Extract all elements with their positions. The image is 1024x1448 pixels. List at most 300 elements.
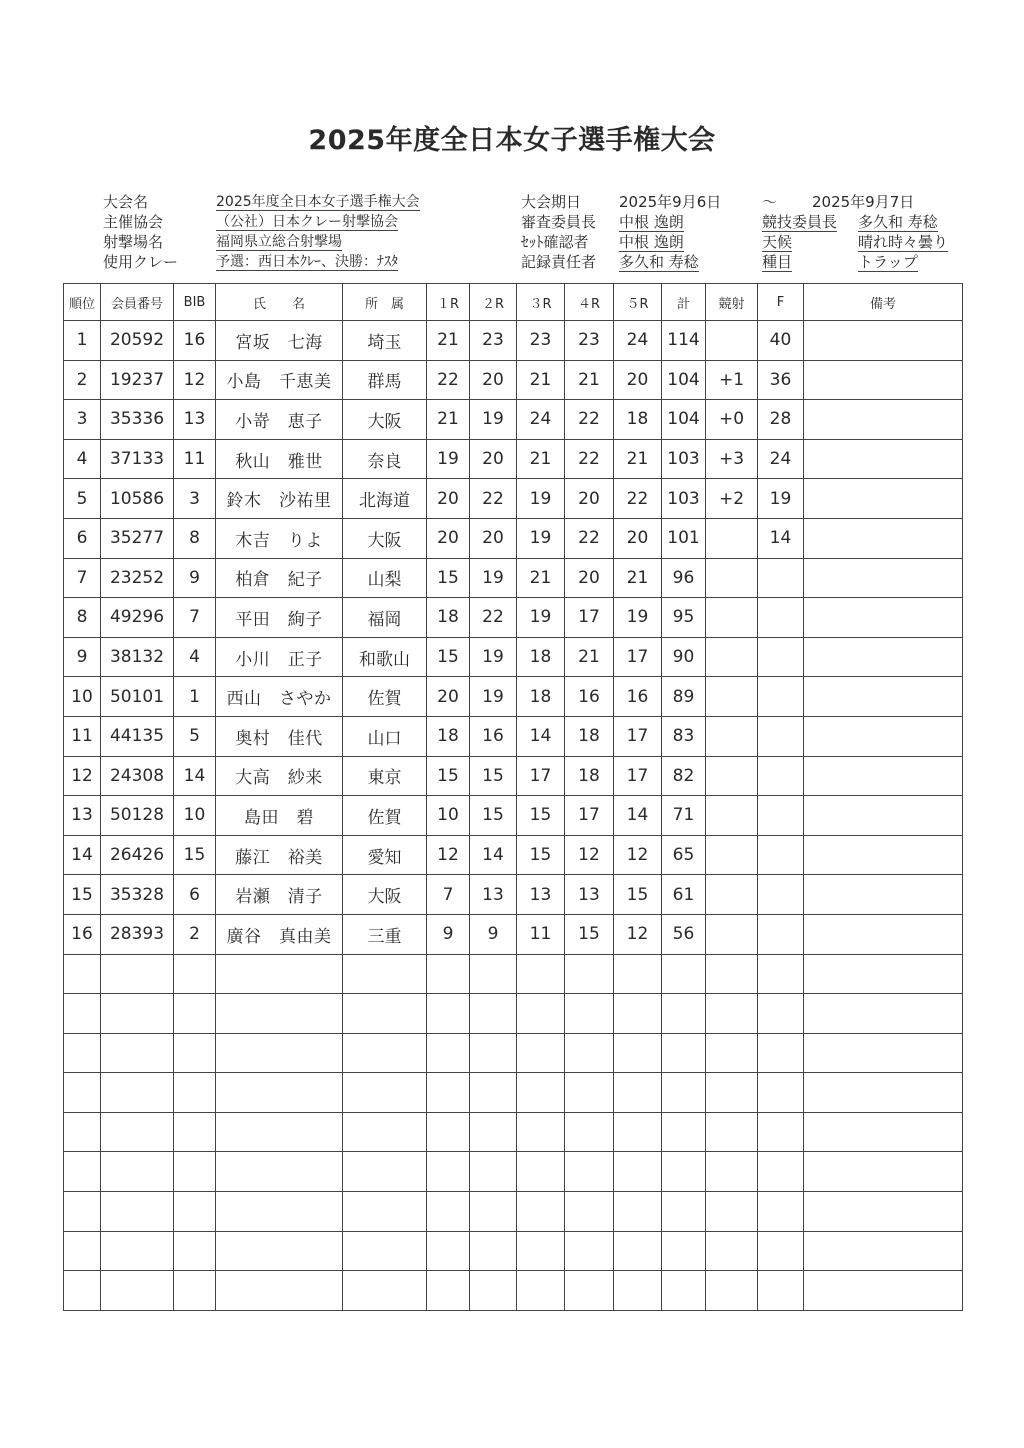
r3-cell: 23 [517, 321, 565, 361]
empty-cell [662, 1231, 706, 1271]
rank-cell: 11 [64, 716, 101, 756]
empty-cell [470, 994, 517, 1034]
r1-cell: 22 [427, 360, 470, 400]
name-cell: 藤江 裕美 [216, 835, 343, 875]
r4-cell: 20 [565, 558, 614, 598]
final-cell: 28 [758, 400, 804, 440]
table-row [64, 835, 963, 875]
set-value: 中根 逸朗 [619, 233, 684, 251]
note-cell [804, 914, 963, 954]
bib-cell: 8 [174, 518, 216, 558]
bib-cell: 13 [174, 400, 216, 440]
r4-cell: 21 [565, 360, 614, 400]
empty-cell [216, 1033, 343, 1073]
bib-cell: 4 [174, 637, 216, 677]
empty-cell [614, 1231, 662, 1271]
empty-row [64, 1033, 963, 1073]
bib-cell: 14 [174, 756, 216, 796]
results-body [64, 321, 963, 1311]
r4-cell: 22 [565, 400, 614, 440]
r2-cell: 13 [470, 875, 517, 915]
r5-cell: 22 [614, 479, 662, 519]
r1-cell: 15 [427, 637, 470, 677]
empty-cell [517, 1271, 565, 1311]
empty-cell [101, 1112, 174, 1152]
empty-cell [804, 1073, 963, 1113]
name-cell: 秋山 雅世 [216, 439, 343, 479]
empty-cell [174, 1271, 216, 1311]
r2-cell: 19 [470, 637, 517, 677]
empty-cell [706, 994, 758, 1034]
member-id-cell: 35277 [101, 518, 174, 558]
empty-cell [216, 954, 343, 994]
col-note: 備考 [804, 284, 963, 321]
empty-cell [101, 1073, 174, 1113]
r5-cell: 24 [614, 321, 662, 361]
table-row [64, 716, 963, 756]
empty-cell [517, 994, 565, 1034]
total-cell: 56 [662, 914, 706, 954]
kikan-end: 2025年9月7日 [812, 193, 915, 211]
empty-cell [706, 1073, 758, 1113]
empty-cell [216, 1231, 343, 1271]
empty-cell [101, 1231, 174, 1271]
empty-cell [706, 1271, 758, 1311]
r2-cell: 19 [470, 558, 517, 598]
empty-cell [662, 1152, 706, 1192]
info-values-mid [619, 192, 721, 272]
final-cell: 14 [758, 518, 804, 558]
note-cell [804, 677, 963, 717]
empty-cell [565, 1112, 614, 1152]
r3-cell: 15 [517, 796, 565, 836]
empty-row [64, 1152, 963, 1192]
r4-cell: 16 [565, 677, 614, 717]
empty-cell [662, 1271, 706, 1311]
empty-cell [343, 1112, 427, 1152]
shinsa-value: 中根 逸朗 [619, 213, 684, 231]
note-cell [804, 875, 963, 915]
member-id-cell: 44135 [101, 716, 174, 756]
name-cell: 柏倉 紀子 [216, 558, 343, 598]
r1-cell: 10 [427, 796, 470, 836]
pref-cell: 佐賀 [343, 796, 427, 836]
col-name: 氏 名 [216, 284, 343, 321]
bib-cell: 12 [174, 360, 216, 400]
empty-cell [706, 1112, 758, 1152]
member-id-cell: 50101 [101, 677, 174, 717]
empty-cell [174, 1152, 216, 1192]
table-row [64, 796, 963, 836]
empty-cell [427, 994, 470, 1034]
member-id-cell: 49296 [101, 598, 174, 638]
empty-cell [662, 994, 706, 1034]
empty-row [64, 954, 963, 994]
pref-cell: 大阪 [343, 400, 427, 440]
info-values-right-2 [858, 212, 948, 272]
shootoff-cell: +1 [706, 360, 758, 400]
member-id-cell: 35336 [101, 400, 174, 440]
empty-cell [64, 1152, 101, 1192]
r1-cell: 12 [427, 835, 470, 875]
empty-cell [216, 1112, 343, 1152]
empty-row [64, 1271, 963, 1311]
empty-cell [517, 1073, 565, 1113]
col-r5: ５R [614, 284, 662, 321]
name-cell: 奥村 佳代 [216, 716, 343, 756]
r4-cell: 23 [565, 321, 614, 361]
name-cell: 木吉 りよ [216, 518, 343, 558]
empty-cell [427, 954, 470, 994]
pref-cell: 山梨 [343, 558, 427, 598]
empty-cell [614, 1112, 662, 1152]
col-r3: ３R [517, 284, 565, 321]
empty-cell [804, 954, 963, 994]
r3-cell: 17 [517, 756, 565, 796]
table-row [64, 360, 963, 400]
empty-cell [470, 1033, 517, 1073]
shootoff-cell [706, 558, 758, 598]
r1-cell: 19 [427, 439, 470, 479]
empty-cell [758, 994, 804, 1034]
empty-cell [101, 1033, 174, 1073]
empty-cell [174, 1112, 216, 1152]
shootoff-cell: +3 [706, 439, 758, 479]
r3-cell: 19 [517, 479, 565, 519]
pref-cell: 佐賀 [343, 677, 427, 717]
note-cell [804, 400, 963, 440]
taikaimei-label: 大会名 [103, 193, 149, 211]
empty-cell [64, 1192, 101, 1232]
name-cell: 鈴木 沙祐里 [216, 479, 343, 519]
table-row [64, 518, 963, 558]
empty-cell [216, 1192, 343, 1232]
empty-cell [216, 994, 343, 1034]
r2-cell: 19 [470, 677, 517, 717]
r1-cell: 7 [427, 875, 470, 915]
empty-cell [343, 1033, 427, 1073]
shootoff-cell [706, 518, 758, 558]
r4-cell: 18 [565, 716, 614, 756]
clay-value: 予選：西日本ｸﾚｰ、決勝：ﾅｽﾀ [216, 254, 398, 270]
empty-cell [565, 1073, 614, 1113]
r2-cell: 20 [470, 518, 517, 558]
empty-cell [662, 1192, 706, 1232]
member-id-cell: 20592 [101, 321, 174, 361]
page-title: 2025年度全日本女子選手権大会 [308, 125, 716, 156]
info-labels-left [103, 192, 178, 272]
r1-cell: 18 [427, 716, 470, 756]
r4-cell: 22 [565, 518, 614, 558]
kikan-start: 2025年9月6日 [619, 193, 722, 211]
name-cell: 島田 碧 [216, 796, 343, 836]
empty-cell [614, 1152, 662, 1192]
shusai-label: 主催協会 [103, 213, 164, 231]
empty-cell [343, 1231, 427, 1271]
note-cell [804, 321, 963, 361]
r1-cell: 18 [427, 598, 470, 638]
empty-cell [470, 1231, 517, 1271]
empty-cell [174, 1231, 216, 1271]
empty-cell [517, 1112, 565, 1152]
bib-cell: 10 [174, 796, 216, 836]
note-cell [804, 598, 963, 638]
empty-cell [64, 1112, 101, 1152]
clay-label: 使用クレー [103, 253, 179, 271]
empty-cell [470, 1112, 517, 1152]
shootoff-cell [706, 914, 758, 954]
empty-row [64, 1073, 963, 1113]
name-cell: 廣谷 真由美 [216, 914, 343, 954]
r1-cell: 15 [427, 558, 470, 598]
bib-cell: 2 [174, 914, 216, 954]
r3-cell: 13 [517, 875, 565, 915]
table-row [64, 439, 963, 479]
empty-cell [706, 1033, 758, 1073]
kikan-label: 大会期日 [521, 193, 582, 211]
bib-cell: 1 [174, 677, 216, 717]
empty-cell [427, 1231, 470, 1271]
final-cell [758, 796, 804, 836]
bib-cell: 7 [174, 598, 216, 638]
pref-cell: 福岡 [343, 598, 427, 638]
r5-cell: 17 [614, 756, 662, 796]
rank-cell: 8 [64, 598, 101, 638]
empty-row [64, 994, 963, 1034]
empty-cell [614, 1271, 662, 1311]
final-cell: 24 [758, 439, 804, 479]
total-cell: 103 [662, 439, 706, 479]
empty-cell [804, 1152, 963, 1192]
empty-cell [614, 1033, 662, 1073]
r4-cell: 22 [565, 439, 614, 479]
empty-cell [427, 1192, 470, 1232]
final-cell [758, 677, 804, 717]
rank-cell: 13 [64, 796, 101, 836]
bib-cell: 3 [174, 479, 216, 519]
shinsa-label: 審査委員長 [521, 213, 597, 231]
empty-cell [517, 1152, 565, 1192]
rank-cell: 10 [64, 677, 101, 717]
total-cell: 82 [662, 756, 706, 796]
kyogi-label: 競技委員長 [762, 213, 838, 231]
rank-cell: 15 [64, 875, 101, 915]
rank-cell: 14 [64, 835, 101, 875]
col-total: 計 [662, 284, 706, 321]
pref-cell: 群馬 [343, 360, 427, 400]
total-cell: 104 [662, 360, 706, 400]
empty-cell [174, 954, 216, 994]
total-cell: 61 [662, 875, 706, 915]
rank-cell: 3 [64, 400, 101, 440]
empty-cell [804, 1271, 963, 1311]
final-cell [758, 835, 804, 875]
shootoff-cell [706, 835, 758, 875]
bib-cell: 9 [174, 558, 216, 598]
note-cell [804, 756, 963, 796]
member-id-cell: 24308 [101, 756, 174, 796]
shumoku-label: 種目 [762, 253, 793, 271]
table-row [64, 598, 963, 638]
info-values-left [216, 192, 420, 272]
note-cell [804, 558, 963, 598]
empty-cell [101, 1152, 174, 1192]
empty-cell [804, 1192, 963, 1232]
r2-cell: 15 [470, 796, 517, 836]
name-cell: 小川 正子 [216, 637, 343, 677]
col-r1: １R [427, 284, 470, 321]
note-cell [804, 439, 963, 479]
r3-cell: 21 [517, 439, 565, 479]
empty-cell [565, 954, 614, 994]
r4-cell: 13 [565, 875, 614, 915]
empty-cell [427, 1152, 470, 1192]
empty-row [64, 1112, 963, 1152]
shagekijo-value: 福岡県立総合射撃場 [216, 234, 342, 250]
empty-cell [174, 1033, 216, 1073]
r3-cell: 19 [517, 598, 565, 638]
empty-cell [470, 954, 517, 994]
tenko-label: 天候 [762, 233, 793, 251]
col-final: F [758, 284, 804, 321]
total-cell: 103 [662, 479, 706, 519]
final-cell: 19 [758, 479, 804, 519]
empty-cell [758, 1073, 804, 1113]
final-cell: 40 [758, 321, 804, 361]
bib-cell: 5 [174, 716, 216, 756]
empty-cell [614, 994, 662, 1034]
shootoff-cell [706, 677, 758, 717]
final-cell [758, 598, 804, 638]
pref-cell: 北海道 [343, 479, 427, 519]
col-pref: 所 属 [343, 284, 427, 321]
pref-cell: 埼玉 [343, 321, 427, 361]
r3-cell: 19 [517, 518, 565, 558]
empty-cell [101, 1192, 174, 1232]
shootoff-cell: +2 [706, 479, 758, 519]
empty-cell [565, 1152, 614, 1192]
empty-cell [517, 954, 565, 994]
pref-cell: 東京 [343, 756, 427, 796]
empty-cell [804, 1033, 963, 1073]
empty-cell [470, 1073, 517, 1113]
empty-cell [101, 994, 174, 1034]
r3-cell: 15 [517, 835, 565, 875]
rank-cell: 9 [64, 637, 101, 677]
kikan-sep: ～ [762, 193, 778, 211]
name-cell: 宮坂 七海 [216, 321, 343, 361]
shootoff-cell [706, 796, 758, 836]
r4-cell: 21 [565, 637, 614, 677]
bib-cell: 16 [174, 321, 216, 361]
pref-cell: 愛知 [343, 835, 427, 875]
table-row [64, 756, 963, 796]
r1-cell: 21 [427, 321, 470, 361]
empty-cell [64, 1271, 101, 1311]
empty-cell [343, 1152, 427, 1192]
pref-cell: 大阪 [343, 518, 427, 558]
r4-cell: 15 [565, 914, 614, 954]
empty-cell [64, 1033, 101, 1073]
r5-cell: 21 [614, 558, 662, 598]
total-cell: 101 [662, 518, 706, 558]
member-id-cell: 26426 [101, 835, 174, 875]
name-cell: 小嵜 恵子 [216, 400, 343, 440]
empty-cell [614, 1073, 662, 1113]
total-cell: 104 [662, 400, 706, 440]
r3-cell: 11 [517, 914, 565, 954]
pref-cell: 奈良 [343, 439, 427, 479]
r4-cell: 17 [565, 598, 614, 638]
note-cell [804, 716, 963, 756]
table-row [64, 400, 963, 440]
rank-cell: 2 [64, 360, 101, 400]
empty-cell [470, 1192, 517, 1232]
r5-cell: 12 [614, 835, 662, 875]
empty-cell [64, 954, 101, 994]
member-id-cell: 28393 [101, 914, 174, 954]
total-cell: 65 [662, 835, 706, 875]
rank-cell: 1 [64, 321, 101, 361]
empty-cell [758, 1231, 804, 1271]
results-table [63, 283, 963, 1311]
member-id-cell: 10586 [101, 479, 174, 519]
r5-cell: 17 [614, 716, 662, 756]
r3-cell: 18 [517, 637, 565, 677]
total-cell: 96 [662, 558, 706, 598]
name-cell: 平田 絢子 [216, 598, 343, 638]
empty-cell [662, 1073, 706, 1113]
pref-cell: 和歌山 [343, 637, 427, 677]
empty-cell [216, 1152, 343, 1192]
final-cell: 36 [758, 360, 804, 400]
r2-cell: 9 [470, 914, 517, 954]
note-cell [804, 796, 963, 836]
empty-cell [565, 1271, 614, 1311]
empty-cell [216, 1271, 343, 1311]
pref-cell: 三重 [343, 914, 427, 954]
empty-cell [470, 1152, 517, 1192]
bib-cell: 15 [174, 835, 216, 875]
total-cell: 89 [662, 677, 706, 717]
tenko-value: 晴れ時々曇り [858, 233, 949, 251]
header-row [64, 284, 963, 321]
shumoku-value: トラップ [858, 253, 918, 271]
r2-cell: 22 [470, 479, 517, 519]
r1-cell: 20 [427, 479, 470, 519]
final-cell [758, 716, 804, 756]
empty-row [64, 1231, 963, 1271]
empty-cell [614, 1192, 662, 1232]
name-cell: 小島 千恵美 [216, 360, 343, 400]
kyogi-value: 多久和 寿稔 [858, 213, 938, 231]
empty-cell [101, 1271, 174, 1311]
table-row [64, 558, 963, 598]
r3-cell: 18 [517, 677, 565, 717]
empty-cell [216, 1073, 343, 1113]
empty-cell [343, 1073, 427, 1113]
r5-cell: 15 [614, 875, 662, 915]
empty-cell [758, 1152, 804, 1192]
r2-cell: 20 [470, 439, 517, 479]
empty-cell [517, 1033, 565, 1073]
empty-cell [517, 1231, 565, 1271]
empty-cell [758, 954, 804, 994]
shootoff-cell: +0 [706, 400, 758, 440]
r1-cell: 21 [427, 400, 470, 440]
r3-cell: 14 [517, 716, 565, 756]
table-row [64, 479, 963, 519]
